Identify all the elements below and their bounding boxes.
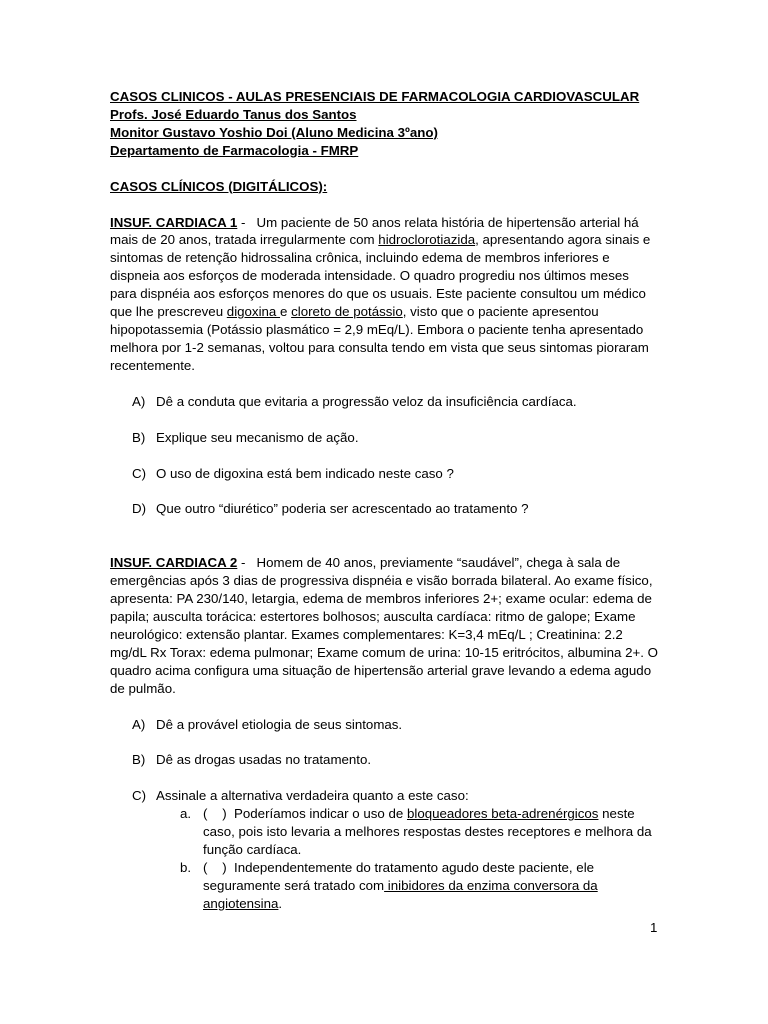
header-monitor: Monitor Gustavo Yoshio Doi (Aluno Medicina 3ºano) (110, 124, 438, 140)
question-label: B) (132, 429, 146, 445)
case1-question-b (110, 429, 658, 447)
question-text: Explique seu mecanismo de ação. (156, 429, 359, 445)
page-number: 1 (650, 920, 658, 935)
case1-question-c (110, 465, 658, 483)
case1-drug-hidroclorotiazida: hidroclorotiazida (378, 232, 476, 248)
section-title: CASOS CLÍNICOS (DIGITÁLICOS): (110, 178, 328, 194)
question-label: D) (132, 501, 147, 517)
option-label: b. (180, 860, 192, 875)
case1-title: INSUF. CARDIACA 1 (110, 214, 238, 230)
header-professors: Profs. José Eduardo Tanus dos Santos (110, 106, 357, 122)
question-text: Dê a provável etiologia de seus sintomas. (156, 716, 403, 732)
option-text-1: ( ) Poderíamos indicar o uso de (203, 806, 407, 822)
question-label: C) (132, 465, 147, 481)
question-text: Que outro “diurético” poderia ser acrescentado ao tratamento ? (156, 501, 529, 517)
case1-question-a (110, 393, 658, 411)
case1-text-2: , apresentando agora sinais e sintomas de retenção hidrossalina crônica, incluindo edema de membros inferiores e dispneia aos esforços de moderada intensidade. O quadro progrediu nos últimos meses para dispnéia aos esforços menores do que os usuais. Este paciente consultou um médico que lhe prescreveu (110, 232, 651, 320)
question-label: A) (132, 393, 146, 409)
case2-paragraph (110, 554, 658, 697)
case1-drug-digoxina: digoxina (226, 304, 281, 320)
header-course-title: CASOS CLINICOS - AULAS PRESENCIAIS DE FARMACOLOGIA CARDIOVASCULAR (110, 89, 640, 104)
case2-question-c (110, 787, 658, 805)
question-text: Assinale a alternativa verdadeira quanto a este caso: (156, 788, 469, 804)
option-text-2: . (278, 895, 283, 911)
option-drug-beta-blockers: bloqueadores beta-adrenérgicos (406, 806, 599, 822)
option-text-2: neste caso, pois isto levaria a melhores respostas destes receptores e melhora da função cardíaca. (203, 806, 652, 858)
case2-option-a (110, 805, 658, 859)
case1-drug-cloreto: cloreto de potássio (291, 304, 403, 320)
case1-text-3: e (280, 304, 292, 320)
case2-sep: - (237, 555, 257, 571)
case1-text-4: , visto que o paciente apresentou hipopotassemia (Potássio plasmático = 2,9 mEq/L). Embora o paciente tenha apresentado melhora por 1-2 semanas, voltou para consulta tendo em vista que seus sintomas pioraram recentemente. (110, 304, 649, 373)
question-text: O uso de digoxina está bem indicado neste caso ? (156, 465, 454, 481)
question-label: C) (132, 788, 147, 804)
header-department: Departamento de Farmacologia - FMRP (110, 142, 359, 158)
document-page (110, 88, 658, 913)
question-label: A) (132, 716, 146, 732)
case2-question-a (110, 716, 658, 734)
option-drug-ace-inhibitors: inibidores da enzima conversora da angiotensina (203, 877, 598, 911)
case1-question-d (110, 500, 658, 518)
option-text-1: ( ) Independentemente do tratamento agudo deste paciente, ele seguramente será tratado com (203, 860, 598, 893)
case1-paragraph (110, 214, 658, 375)
question-label: B) (132, 752, 146, 768)
question-text: Dê a conduta que evitaria a progressão veloz da insuficiência cardíaca. (156, 393, 577, 409)
case1-text-1: Um paciente de 50 anos relata história de hipertensão arterial há mais de 20 anos, tratada irregularmente com (110, 214, 639, 248)
case2-title: INSUF. CARDIACA 2 (110, 555, 238, 571)
question-text: Dê as drogas usadas no tratamento. (156, 752, 372, 768)
case2-text: Homem de 40 anos, previamente “saudável”, chega à sala de emergências após 3 dias de progressiva dispnéia e visão borrada bilateral. Ao exame físico, apresenta: PA 230/140, letargia, edema de membros inferiores 2+; exame ocular: edema de papila; ausculta torácica: estertores bolhosos; ausculta cardíaca: ritmo de galope; Exame neurológico: extensão plantar. Exames complementares: K=3,4 mEq/L ; Creatinina: 2.2 mg/dL Rx Torax: edema pulmonar; Exame comum de urina: 10-15 eritrócitos, albumina 2+. O quadro acima configura uma situação de hipertensão arterial grave levando a edema agudo de pulmão. (110, 555, 659, 696)
case1-sep: - (237, 214, 257, 230)
case2-option-b (110, 859, 658, 913)
case2-question-b (110, 751, 658, 769)
option-label: a. (180, 806, 192, 822)
